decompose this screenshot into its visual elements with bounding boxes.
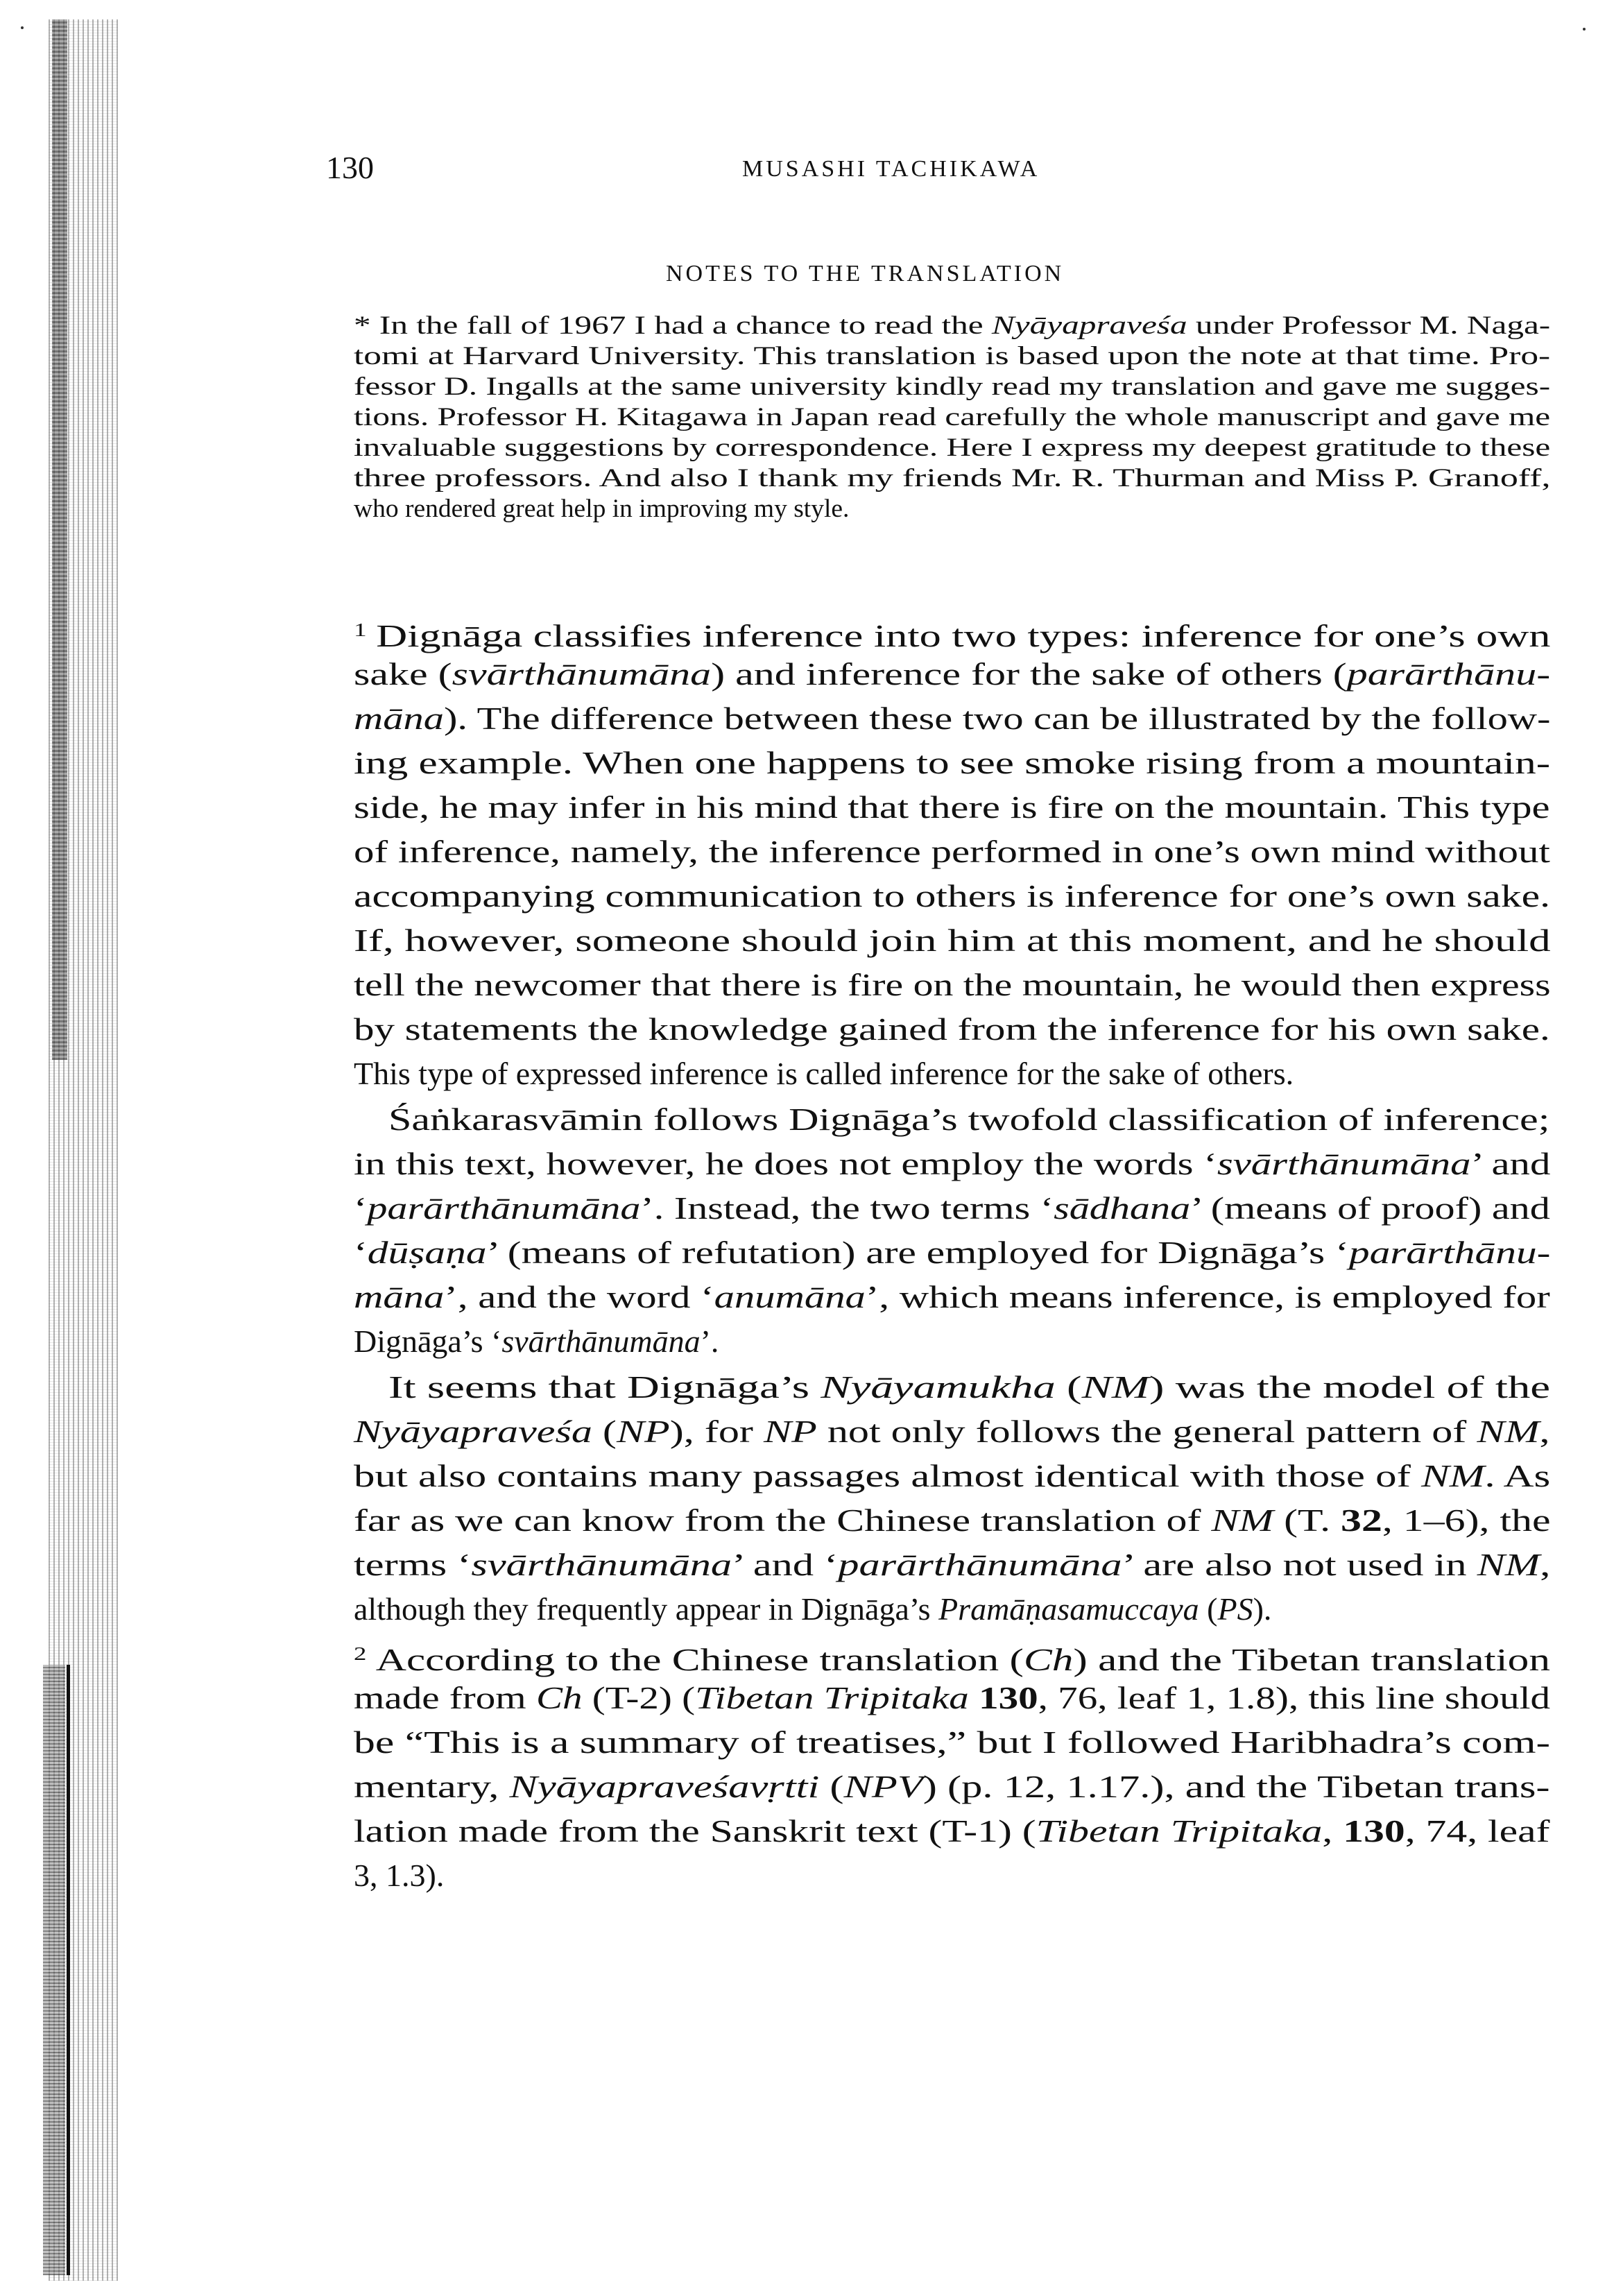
footnote-2-first-line: [354, 1634, 1550, 1679]
text-segment: fessor D. Ingalls at the same university kindly read my translation and gave me sugges-: [354, 372, 1551, 401]
text-segment: ’. Instead, the two terms ‘: [640, 1190, 1054, 1226]
footnote-line: [354, 1189, 1550, 1228]
italic-term: māna: [354, 1279, 445, 1314]
text-segment: (: [1199, 1591, 1218, 1627]
footnote-line: [354, 877, 1550, 916]
italic-term: PS: [1217, 1591, 1253, 1627]
footnote-line: [354, 699, 1551, 738]
note-line: [354, 402, 1550, 433]
text-segment: far as we can know from the Chinese translation of: [354, 1502, 1212, 1538]
text-segment: ) was the model of the: [1149, 1369, 1551, 1405]
italic-term: NM: [1211, 1502, 1274, 1538]
text-segment: three professors. And also I thank my friends Mr. R. Thurman and Miss P. Granoff,: [354, 464, 1551, 492]
italic-term: NM: [1421, 1458, 1485, 1493]
text-segment: ’, and the word ‘: [444, 1279, 714, 1314]
text-segment: 130: [1343, 1813, 1405, 1849]
footnote-line: [354, 1590, 1271, 1629]
italic-term: Nyāyamukha: [821, 1369, 1056, 1405]
text-segment: ’ and: [1470, 1146, 1551, 1181]
text-segment: lation made from the Sanskrit text (T-1) (: [354, 1813, 1036, 1849]
footnote-line: [388, 1100, 1549, 1139]
italic-term: svārthānumāna: [471, 1547, 732, 1582]
text-segment: terms ‘: [354, 1547, 472, 1582]
text-segment: tions. Professor H. Kitagawa in Japan read carefully the whole manuscript and gave me: [354, 403, 1551, 431]
footnote-line: [354, 1767, 1550, 1806]
italic-term: Nyāyapraveśa: [354, 1414, 592, 1449]
text-segment: ,: [1322, 1813, 1343, 1849]
text-segment: Dignāga’s ‘: [354, 1323, 502, 1359]
text-segment: If, however, someone should join him at this moment, and he should: [354, 923, 1551, 958]
italic-term: parārthānumāna: [367, 1190, 641, 1226]
text-segment: ). The difference between these two can be illustrated by the follow-: [443, 701, 1551, 736]
text-segment: 130: [979, 1680, 1038, 1715]
note-line: [354, 463, 1550, 494]
section-title: NOTES TO THE TRANSLATION: [666, 261, 1065, 286]
footnote-line: [354, 1856, 444, 1895]
text-segment: side, he may infer in his mind that there is fire on the mountain. This type: [354, 789, 1550, 825]
note-line: [354, 311, 1550, 341]
italic-term: svārthānumāna: [1217, 1146, 1471, 1181]
text-segment: It seems that Dignāga’s: [388, 1369, 821, 1405]
footnote-line: [354, 921, 1551, 960]
text-segment: (: [592, 1414, 617, 1449]
text-segment: ing example. When one happens to see smoke rising from a mountain-: [354, 745, 1551, 780]
footnote-line: [388, 1368, 1550, 1407]
binding-shadow-bottom: [43, 1665, 65, 2275]
text-segment: be “This is a summary of treatises,” but I followed Haribhadra’s com-: [354, 1724, 1551, 1760]
text-segment: although they frequently appear in Dignāga’s: [354, 1591, 939, 1627]
text-segment: Dignāga classifies inference into two types: inference for one’s own: [376, 618, 1551, 654]
italic-term: NPV: [843, 1769, 923, 1804]
text-segment: ).: [1253, 1591, 1272, 1627]
footnote-line: [354, 1054, 1294, 1093]
footnote-line: [354, 1679, 1550, 1717]
footnote-line: [354, 1545, 1550, 1584]
italic-term: NM: [1477, 1547, 1540, 1582]
text-segment: ,: [1540, 1547, 1551, 1582]
footnote-line: [354, 832, 1550, 871]
text-segment: (T-2) (: [582, 1680, 696, 1715]
text-segment: ,: [1539, 1414, 1550, 1449]
text-segment: , 74, leaf: [1405, 1813, 1550, 1849]
text-segment: ’ (means of refutation) are employed for Dignāga’s ‘: [486, 1235, 1349, 1270]
italic-term: māna: [354, 701, 444, 736]
text-segment: (: [819, 1769, 844, 1804]
text-segment: ’ and ‘: [732, 1547, 839, 1582]
text-segment: by statements the knowledge gained from the inference for his own sake.: [354, 1011, 1550, 1047]
text-segment: ’ (means of proof) and: [1190, 1190, 1550, 1226]
scan-speck: [1583, 28, 1586, 31]
text-segment: ’.: [700, 1323, 719, 1359]
note-line: [354, 341, 1550, 372]
footnote-number: 2: [354, 1643, 367, 1664]
italic-term: parārthānu-: [1348, 1235, 1551, 1270]
italic-term: parārthānumāna: [838, 1547, 1122, 1582]
text-segment: accompanying communication to others is inference for one’s own sake.: [354, 878, 1551, 914]
scan-speck: [21, 26, 24, 29]
text-segment: (: [1055, 1369, 1082, 1405]
footnote-number: 1: [354, 619, 367, 640]
text-segment: 32: [1341, 1502, 1382, 1538]
running-head-author: MUSASHI TACHIKAWA: [742, 156, 1040, 182]
footnote-line: [354, 1233, 1550, 1272]
italic-term: dūṣaṇa: [367, 1235, 487, 1270]
italic-term: NP: [763, 1414, 817, 1449]
italic-term: Nyāyapraveśa: [991, 311, 1187, 340]
text-segment: Śaṅkarasvāmin follows Dignāga’s twofold classification of inference;: [388, 1102, 1550, 1137]
text-segment: made from: [354, 1680, 536, 1715]
footnote-line: [354, 1457, 1550, 1496]
text-segment: According to the Chinese translation (: [375, 1642, 1024, 1678]
note-line: [354, 372, 1550, 402]
text-segment: mentary,: [354, 1769, 510, 1804]
footnote-1-first-line: [354, 610, 1550, 656]
note-line: [354, 494, 849, 524]
italic-term: NM: [1081, 1369, 1149, 1405]
italic-term: Tibetan Tripitaka: [695, 1680, 969, 1715]
text-segment: not only follows the general pattern of: [816, 1414, 1477, 1449]
italic-term: svārthānumāna: [501, 1323, 701, 1359]
italic-term: Tibetan Tripitaka: [1036, 1813, 1323, 1849]
text-segment: , 76, leaf 1, 1.8), this line should: [1038, 1680, 1550, 1715]
text-segment: * In the fall of 1967 I had a chance to read the: [354, 311, 992, 340]
italic-term: svārthānumāna: [452, 656, 712, 692]
italic-term: Pramāṇasamuccaya: [938, 1591, 1199, 1627]
footnote-line: [354, 1412, 1550, 1451]
text-segment: under Professor M. Naga-: [1187, 311, 1551, 340]
footnote-line: [354, 1322, 719, 1361]
text-segment: in this text, however, he does not employ the words ‘: [354, 1146, 1217, 1181]
text-segment: sake (: [354, 656, 452, 692]
text-segment: ) and inference for the sake of others (: [711, 656, 1347, 692]
footnote-line: [354, 1723, 1550, 1762]
page-header: [0, 147, 1623, 189]
text-segment: ) and the Tibetan translation: [1073, 1642, 1550, 1678]
italic-term: NM: [1477, 1414, 1540, 1449]
text-segment: 3, 1.3).: [354, 1858, 445, 1893]
text-segment: (T.: [1273, 1502, 1341, 1538]
footnote-line: [354, 1501, 1551, 1540]
footnote-line: [354, 1010, 1550, 1049]
text-segment: of inference, namely, the inference performed in one’s own mind without: [354, 834, 1550, 869]
text-segment: tomi at Harvard University. This translation is based upon the note at that time. Pro-: [354, 342, 1551, 370]
text-segment: . As: [1484, 1458, 1551, 1493]
footnote-line: [354, 744, 1550, 782]
text-segment: ‘: [354, 1190, 368, 1226]
text-segment: but also contains many passages almost identical with those of: [354, 1458, 1422, 1493]
italic-term: sādhana: [1054, 1190, 1191, 1226]
text-segment: ‘: [354, 1235, 368, 1270]
footnote-line: [354, 1278, 1550, 1317]
italic-term: parārthānu-: [1346, 656, 1551, 692]
italic-term: Ch: [535, 1680, 583, 1715]
footnote-line: [354, 655, 1550, 694]
text-segment: [969, 1680, 979, 1715]
text-segment: This type of expressed inference is called inference for the sake of others.: [354, 1056, 1294, 1091]
page-number: 130: [326, 150, 374, 185]
text-segment: tell the newcomer that there is fire on the mountain, he would then express: [354, 967, 1551, 1002]
italic-term: Nyāyapraveśavṛtti: [509, 1769, 820, 1804]
text-segment: who rendered great help in improving my style.: [354, 495, 850, 523]
text-segment: ) (p. 12, 1.17.), and the Tibetan trans-: [922, 1769, 1550, 1804]
text-segment: invaluable suggestions by correspondence. Here I express my deepest gratitude to these: [354, 434, 1551, 462]
text-segment: ’, which means inference, is employed for: [865, 1279, 1550, 1314]
text-segment: ’ are also not used in: [1122, 1547, 1477, 1582]
italic-term: NP: [616, 1414, 670, 1449]
note-line: [354, 433, 1550, 463]
footnote-line: [354, 966, 1551, 1004]
text-segment: , 1–6), the: [1382, 1502, 1551, 1538]
binding-edge-line: [67, 1665, 70, 2275]
italic-term: Ch: [1023, 1642, 1074, 1678]
text-segment: ), for: [669, 1414, 764, 1449]
italic-term: anumāna: [714, 1279, 866, 1314]
footnote-line: [354, 1812, 1549, 1851]
footnote-line: [354, 788, 1550, 827]
footnote-line: [354, 1145, 1550, 1183]
